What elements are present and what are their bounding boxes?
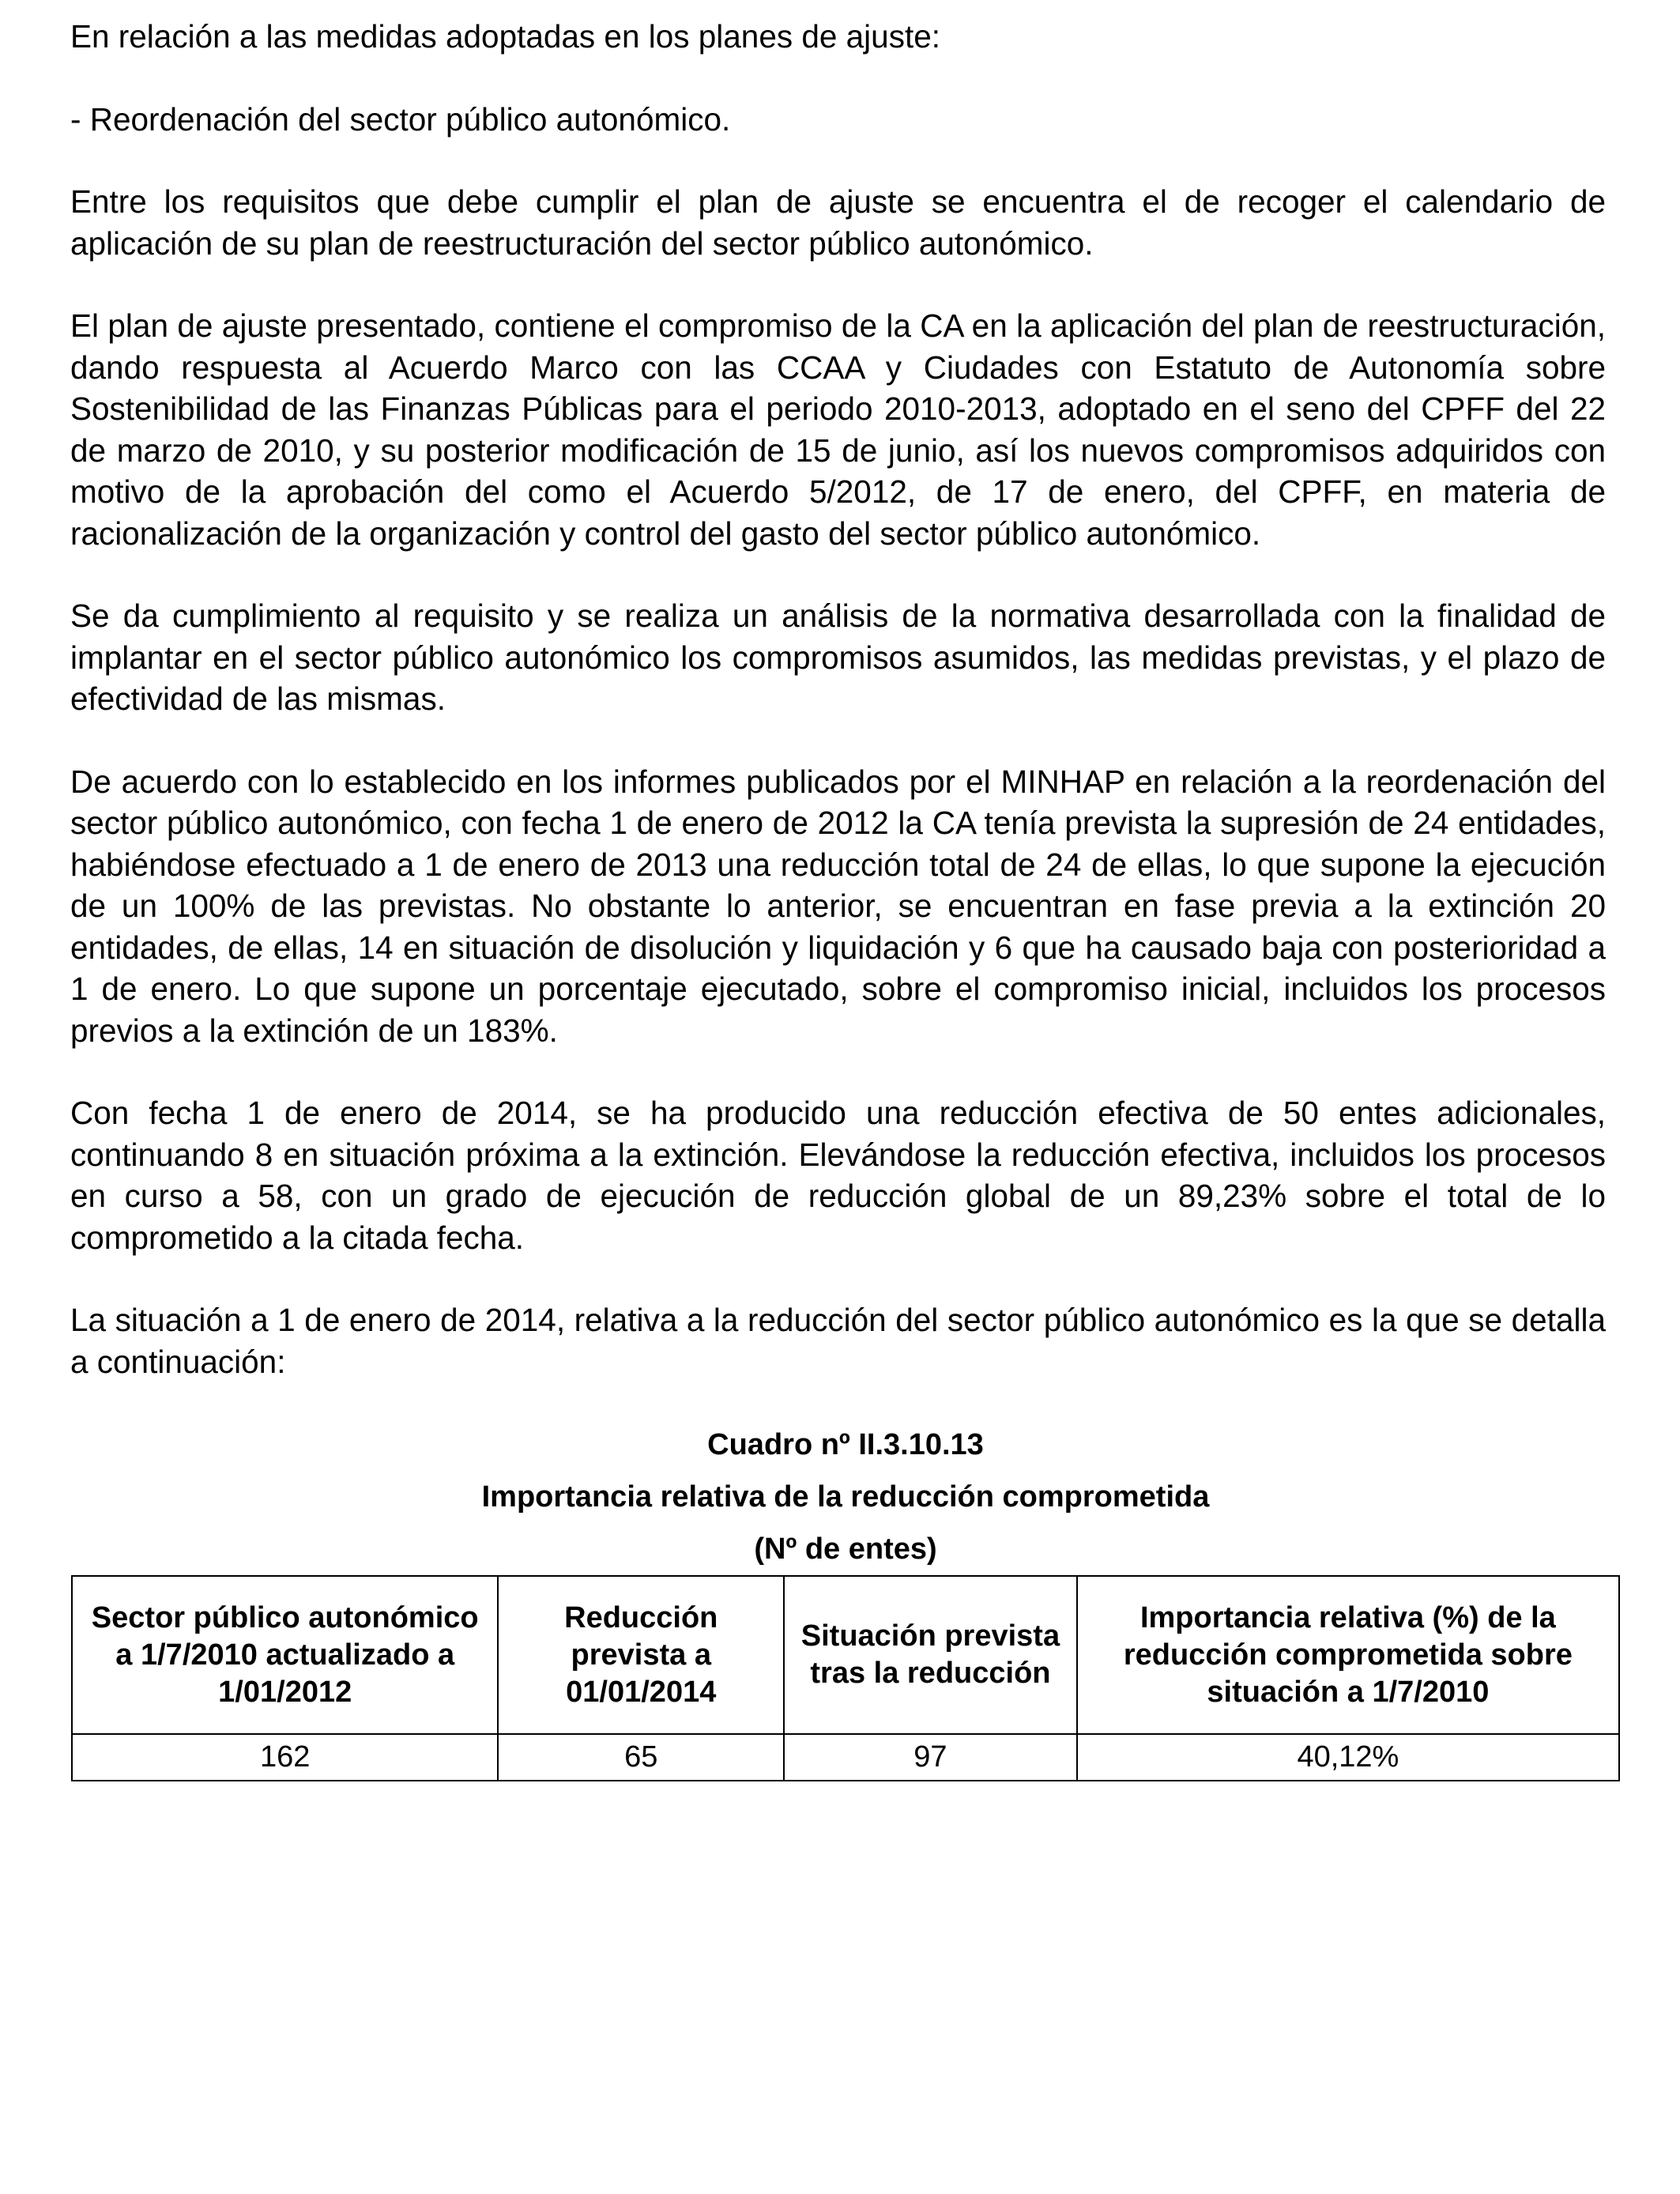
table-header-row [72, 1576, 1619, 1734]
table-title: Importancia relativa de la reducción comprometida [481, 1480, 1210, 1514]
header-reduccion-prevista: Reducción prevista a 01/01/2014 [498, 1576, 784, 1734]
document-page [70, 16, 1606, 1781]
header-importancia-relativa: Importancia relativa (%) de la reducción comprometida sobre situación a 1/7/2010 [1077, 1576, 1619, 1734]
paragraph-requisitos: Entre los requisitos que debe cumplir el plan de ajuste se encuentra el de recoger el calendario de aplicación de su plan de reestructuración del sector público autonómico. [70, 183, 1606, 262]
reduction-table [71, 1575, 1620, 1781]
paragraph-plan-ajuste: El plan de ajuste presentado, contiene el compromiso de la CA en la aplicación del plan de reestructuración, dando respuesta al Acuerdo Marco con las CCAA y Ciudades con Estatuto de Autonomía sobre Sostenibilidad de las Finanzas Públicas para el periodo 2010-2013, adoptado en el seno del CPFF del 22 de marzo de 2010, y su posterior modificación de 15 de junio, así los nuevos compromisos adquiridos con motivo de la aprobación del como el Acuerdo 5/2012, de 17 de enero, del CPFF, en materia de racionalización de la organización y control del gasto del sector público autonómico. [70, 307, 1606, 552]
paragraph-reduccion-2014: Con fecha 1 de enero de 2014, se ha producido una reducción efectiva de 50 entes adicionales, continuando 8 en situación próxima a la extinción. Elevándose la reducción efectiva, incluidos los procesos en curso a 58, con un grado de ejecución de reducción global de un 89,23% sobre el total de lo comprometido a la citada fecha. [70, 1095, 1606, 1256]
table-row [72, 1734, 1619, 1781]
table-number: Cuadro nº II.3.10.13 [707, 1428, 984, 1461]
cell-situacion-prevista: 97 [784, 1734, 1077, 1781]
cell-reduccion-prevista: 65 [498, 1734, 784, 1781]
paragraph-situacion: La situación a 1 de enero de 2014, relativa a la reducción del sector público autonómico es la que se detalla a continuación: [70, 1302, 1606, 1380]
paragraph-bullet-reordenacion: - Reordenación del sector público autonómico. [70, 100, 731, 138]
cell-importancia-relativa: 40,12% [1077, 1734, 1619, 1781]
paragraph-cumplimiento: Se da cumplimiento al requisito y se realiza un análisis de la normativa desarrollada con la finalidad de implantar en el sector público autonómico los compromisos asumidos, las medidas previstas, y el plazo de efectividad de las mismas. [70, 598, 1606, 717]
paragraph-intro: En relación a las medidas adoptadas en los planes de ajuste: [70, 18, 940, 55]
table-unit: (Nº de entes) [754, 1532, 937, 1566]
paragraph-minhap: De acuerdo con lo establecido en los informes publicados por el MINHAP en relación a la reordenación del sector público autonómico, con fecha 1 de enero de 2012 la CA tenía prevista la supresión de 24 entidades, habiéndose efectuado a 1 de enero de 2013 una reducción total de 24 de ellas, lo que supone la ejecución de un 100% de las previstas. No obstante lo anterior, se encuentran en fase previa a la extinción 20 entidades, de ellas, 14 en situación de disolución y liquidación y 6 que ha causado baja con posterioridad a 1 de enero. Lo que supone un porcentaje ejecutado, sobre el compromiso inicial, incluidos los procesos previos a la extinción de un 183%. [70, 763, 1606, 1049]
header-situacion-prevista: Situación prevista tras la reducción [784, 1576, 1077, 1734]
table-caption [71, 1419, 1620, 1575]
header-sector-publico: Sector público autonómico a 1/7/2010 actualizado a 1/01/2012 [72, 1576, 498, 1734]
cell-sector-publico: 162 [72, 1734, 498, 1781]
